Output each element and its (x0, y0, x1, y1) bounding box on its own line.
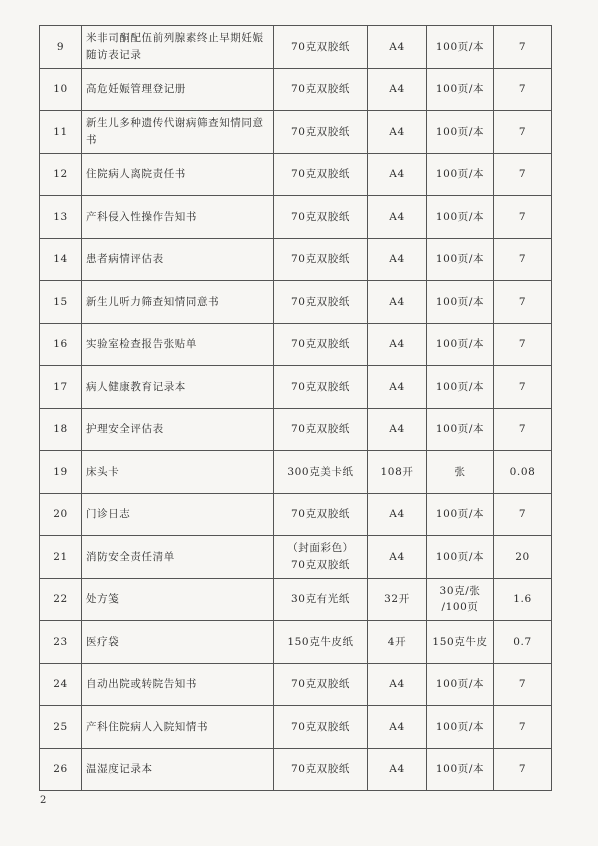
table-row (40, 748, 552, 791)
paper-size-cell: A4 (368, 706, 427, 749)
table-row (40, 408, 552, 451)
form-name-cell: 处方笺 (82, 578, 274, 621)
row-number-cell: 19 (40, 451, 82, 494)
price-cell: 1.6 (494, 578, 552, 621)
paper-size-cell: A4 (368, 408, 427, 451)
unit-cell: 100页/本 (427, 281, 494, 324)
table-row (40, 493, 552, 536)
row-number-cell: 26 (40, 748, 82, 791)
paper-size-cell: A4 (368, 238, 427, 281)
paper-size-cell: A4 (368, 536, 427, 579)
row-number-cell: 23 (40, 621, 82, 664)
price-cell: 0.7 (494, 621, 552, 664)
paper-type-cell: 70克双胶纸 (274, 26, 368, 69)
unit-cell: 100页/本 (427, 323, 494, 366)
paper-size-cell: A4 (368, 366, 427, 409)
price-cell: 0.08 (494, 451, 552, 494)
price-cell: 7 (494, 196, 552, 239)
table-row (40, 366, 552, 409)
price-cell: 7 (494, 111, 552, 154)
form-name-cell: 产科住院病人入院知情书 (82, 706, 274, 749)
form-name-cell: 床头卡 (82, 451, 274, 494)
paper-type-cell: 70克双胶纸 (274, 323, 368, 366)
paper-type-cell: 70克双胶纸 (274, 68, 368, 111)
paper-type-cell: 70克双胶纸 (274, 706, 368, 749)
paper-type-cell: 70克双胶纸 (274, 366, 368, 409)
row-number-cell: 10 (40, 68, 82, 111)
price-cell: 7 (494, 748, 552, 791)
table-row (40, 196, 552, 239)
unit-cell: 100页/本 (427, 493, 494, 536)
paper-size-cell: A4 (368, 281, 427, 324)
price-cell: 7 (494, 281, 552, 324)
form-name-cell: 自动出院或转院告知书 (82, 663, 274, 706)
price-cell: 7 (494, 493, 552, 536)
paper-type-cell: 70克双胶纸 (274, 238, 368, 281)
unit-cell: 100页/本 (427, 68, 494, 111)
forms-price-table (39, 25, 552, 791)
table-row (40, 663, 552, 706)
paper-size-cell: A4 (368, 153, 427, 196)
table-row (40, 323, 552, 366)
unit-cell: 100页/本 (427, 153, 494, 196)
row-number-cell: 22 (40, 578, 82, 621)
row-number-cell: 13 (40, 196, 82, 239)
paper-size-cell: 32开 (368, 578, 427, 621)
form-name-cell: 产科侵入性操作告知书 (82, 196, 274, 239)
table-row (40, 68, 552, 111)
form-name-cell: 医疗袋 (82, 621, 274, 664)
row-number-cell: 17 (40, 366, 82, 409)
form-name-cell: 新生儿听力筛查知情同意书 (82, 281, 274, 324)
unit-cell: 100页/本 (427, 366, 494, 409)
paper-type-cell: 70克双胶纸 (274, 663, 368, 706)
row-number-cell: 15 (40, 281, 82, 324)
form-name-cell: 米非司酮配伍前列腺素终止早期妊娠随访表记录 (82, 26, 274, 69)
table-row (40, 26, 552, 69)
price-cell: 7 (494, 26, 552, 69)
table-row (40, 111, 552, 154)
row-number-cell: 9 (40, 26, 82, 69)
paper-type-cell: 70克双胶纸 (274, 281, 368, 324)
paper-type-cell: 70克双胶纸 (274, 493, 368, 536)
row-number-cell: 16 (40, 323, 82, 366)
unit-cell: 100页/本 (427, 536, 494, 579)
paper-size-cell: A4 (368, 196, 427, 239)
unit-cell: 100页/本 (427, 748, 494, 791)
price-cell: 7 (494, 663, 552, 706)
price-cell: 7 (494, 706, 552, 749)
paper-size-cell: A4 (368, 493, 427, 536)
paper-type-cell: 70克双胶纸 (274, 111, 368, 154)
form-name-cell: 温湿度记录本 (82, 748, 274, 791)
price-cell: 7 (494, 153, 552, 196)
form-name-cell: 住院病人离院责任书 (82, 153, 274, 196)
form-name-cell: 新生儿多种遗传代谢病筛查知情同意书 (82, 111, 274, 154)
price-cell: 7 (494, 366, 552, 409)
unit-cell: 100页/本 (427, 238, 494, 281)
price-cell: 7 (494, 323, 552, 366)
price-cell: 20 (494, 536, 552, 579)
form-name-cell: 护理安全评估表 (82, 408, 274, 451)
unit-cell: 100页/本 (427, 706, 494, 749)
unit-cell: 100页/本 (427, 663, 494, 706)
row-number-cell: 18 (40, 408, 82, 451)
table-body (40, 26, 552, 791)
row-number-cell: 24 (40, 663, 82, 706)
paper-type-cell: （封面彩色） 70克双胶纸 (274, 536, 368, 579)
row-number-cell: 21 (40, 536, 82, 579)
price-cell: 7 (494, 408, 552, 451)
table-row (40, 238, 552, 281)
form-name-cell: 门诊日志 (82, 493, 274, 536)
table-row (40, 706, 552, 749)
paper-type-cell: 70克双胶纸 (274, 153, 368, 196)
row-number-cell: 20 (40, 493, 82, 536)
paper-type-cell: 300克美卡纸 (274, 451, 368, 494)
unit-cell: 张 (427, 451, 494, 494)
price-cell: 7 (494, 68, 552, 111)
paper-type-cell: 70克双胶纸 (274, 196, 368, 239)
paper-size-cell: A4 (368, 26, 427, 69)
paper-size-cell: 108开 (368, 451, 427, 494)
paper-type-cell: 70克双胶纸 (274, 408, 368, 451)
row-number-cell: 11 (40, 111, 82, 154)
form-name-cell: 实验室检查报告张贴单 (82, 323, 274, 366)
unit-cell: 100页/本 (427, 196, 494, 239)
form-name-cell: 消防安全责任清单 (82, 536, 274, 579)
paper-type-cell: 30克有光纸 (274, 578, 368, 621)
paper-type-cell: 150克牛皮纸 (274, 621, 368, 664)
unit-cell: 100页/本 (427, 26, 494, 69)
paper-size-cell: A4 (368, 68, 427, 111)
table-row (40, 153, 552, 196)
row-number-cell: 14 (40, 238, 82, 281)
unit-cell: 150克牛皮 (427, 621, 494, 664)
table-row (40, 536, 552, 579)
paper-size-cell: A4 (368, 748, 427, 791)
form-name-cell: 病人健康教育记录本 (82, 366, 274, 409)
paper-size-cell: A4 (368, 111, 427, 154)
page-number: 2 (40, 795, 47, 806)
paper-size-cell: 4开 (368, 621, 427, 664)
table-row (40, 451, 552, 494)
unit-cell: 30克/张 /100页 (427, 578, 494, 621)
unit-cell: 100页/本 (427, 408, 494, 451)
table-row (40, 578, 552, 621)
price-cell: 7 (494, 238, 552, 281)
paper-type-cell: 70克双胶纸 (274, 748, 368, 791)
unit-cell: 100页/本 (427, 111, 494, 154)
table-row (40, 281, 552, 324)
paper-size-cell: A4 (368, 663, 427, 706)
paper-size-cell: A4 (368, 323, 427, 366)
table-row (40, 621, 552, 664)
row-number-cell: 12 (40, 153, 82, 196)
form-name-cell: 患者病情评估表 (82, 238, 274, 281)
form-name-cell: 高危妊娠管理登记册 (82, 68, 274, 111)
row-number-cell: 25 (40, 706, 82, 749)
